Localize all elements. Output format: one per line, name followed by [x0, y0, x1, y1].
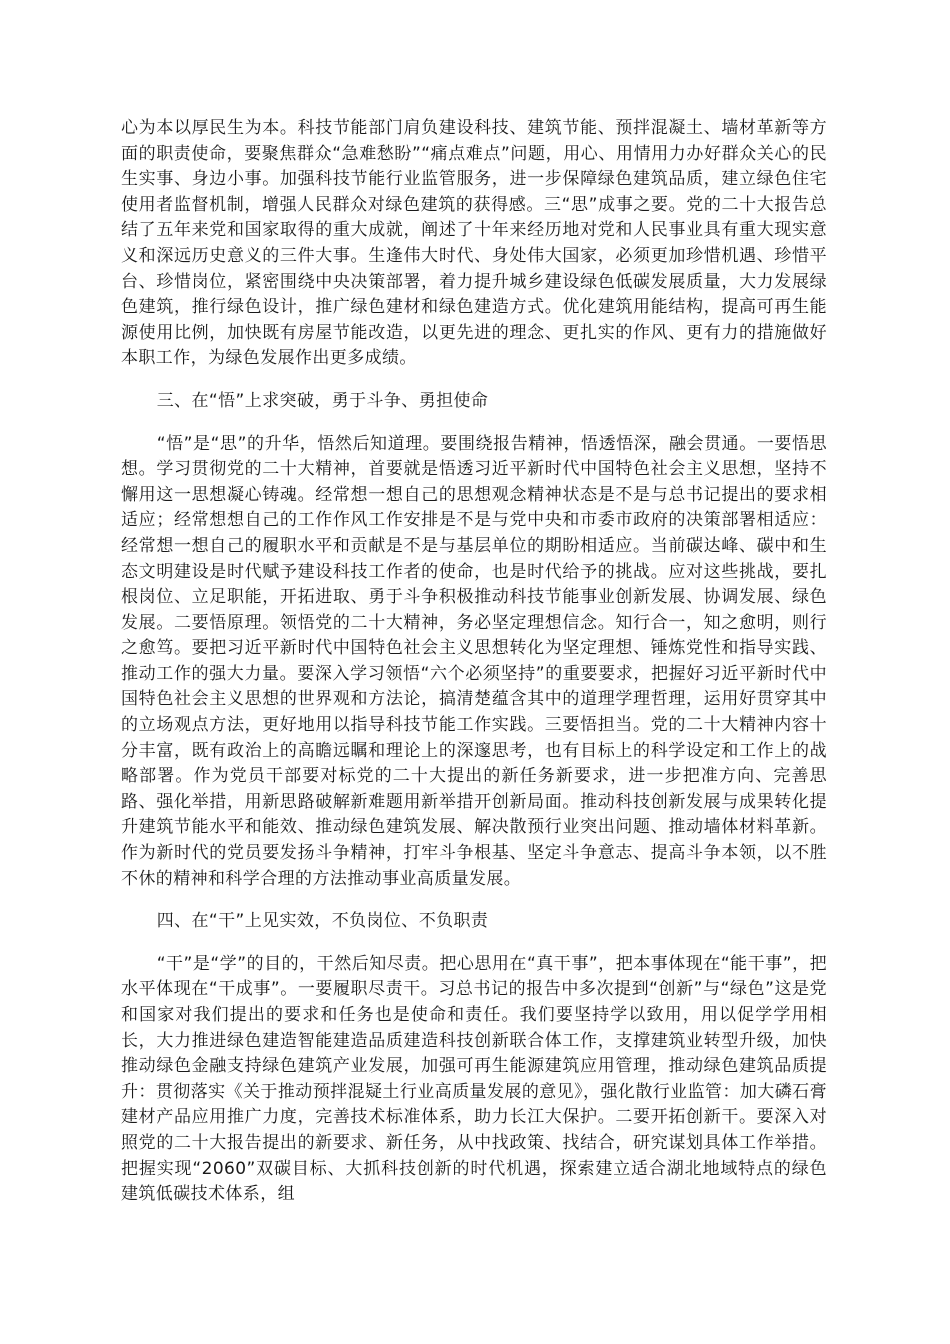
- body-paragraph-continuation: 心为本以厚民生为本。科技节能部门肩负建设科技、建筑节能、预拌混凝土、墙材革新等方面的职责使命，要聚焦群众“急难愁盼”“痛点难点”问题，用心、用情用力办好群众关心的民生实事、身边小事。加强科技节能行业监管服务，进一步保障绿色建筑品质，建立绿色住宅使用者监督机制，增强人民群众对绿色建筑的获得感。三“思”成事之要。党的二十大报告总结了五年来党和国家取得的重大成就，阐述了十年来经历地对党和人民事业具有重大现实意义和深远历史意义的三件大事。生逢伟大时代、身处伟大国家，必须更加珍惜机遇、珍惜平台、珍惜岗位，紧密围绕中央决策部署，着力提升城乡建设绿色低碳发展质量，大力发展绿色建筑，推行绿色设计，推广绿色建材和绿色建造方式。优化建筑用能结构，提高可再生能源使用比例，加快既有房屋节能改造，以更先进的理念、更扎实的作风、更有力的措施做好本职工作，为绿色发展作出更多成绩。: [121, 118, 827, 369]
- section-heading-3: 三、在“悟”上求突破，勇于斗争、勇担使命: [156, 390, 489, 411]
- section-heading-4: 四、在“干”上见实效，不负岗位、不负职责: [156, 911, 489, 932]
- body-paragraph-section-3: “悟”是“思”的升华，悟然后知道理。要围绕报告精神，悟透悟深，融会贯通。一要悟思想。学习贯彻党的二十大精神，首要就是悟透习近平新时代中国特色社会主义思想，坚持不懈用这一思想凝心铸魂。经常想一想自己的思想观念精神状态是不是与总书记提出的要求相适应；经常想想自己的工作作风工作安排是不是与党中央和市委市政府的决策部署相适应：经常想一想自己的履职水平和贡献是不是与基层单位的期盼相适应。当前碳达峰、碳中和生态文明建设是时代赋予建设科技工作者的使命，也是时代给予的挑战。应对这些挑战，要扎根岗位、立足职能，开拓进取、勇于斗争积极推动科技节能事业创新发展、协调发展、绿色发展。二要悟原理。领悟党的二十大精神，务必坚定理想信念。知行合一，知之愈明，则行之愈笃。要把习近平新时代中国特色社会主义思想转化为坚定理想、锤炼党性和指导实践、推动工作的强大力量。要深入学习领悟“六个必须坚持”的重要要求，把握好习近平新时代中国特色社会主义思想的世界观和方法论，搞清楚蕴含其中的道理学理哲理，运用好贯穿其中的立场观点方法，更好地用以指导科技节能工作实践。三要悟担当。党的二十大精神内容十分丰富，既有政治上的高瞻远瞩和理论上的深邃思考，也有目标上的科学设定和工作上的战略部署。作为党员干部要对标党的二十大提出的新任务新要求，进一步把准方向、完善思路、强化举措，用新思路破解新难题用新举措开创新局面。推动科技创新发展与成果转化提升建筑节能水平和能效、推动绿色建筑发展、解决散预行业突出问题、推动墙体材料革新。作为新时代的党员要发扬斗争精神，打牢斗争根基、坚定斗争意志、提高斗争本领，以不胜不休的精神和科学合理的方法推动事业高质量发展。: [121, 433, 827, 889]
- body-paragraph-section-4: “干”是“学”的目的，干然后知尽责。把心思用在“真干事”，把本事体现在“能干事”，把水平体现在“干成事”。一要履职尽责干。习总书记的报告中多次提到“创新”与“绿色”这是党和国家对我们提出的要求和任务也是使命和责任。我们要坚持学以致用，用以促学学用相长，大力推进绿色建造智能建造品质建造科技创新联合体工作，支撑建筑业转型升级，加快推动绿色金融支持绿色建筑产业发展，加强可再生能源建筑应用管理，推动绿色建筑品质提升：贯彻落实《关于推动预拌混疑土行业高质量发展的意见》，强化散行业监管：加大磷石膏建材产品应用推广力度，完善技术标准体系，助力长江大保护。二要开拓创新干。要深入对照党的二十大报告提出的新要求、新任务，从中找政策、找结合，研究谋划具体工作举措。把握实现“2060”双碳目标、大抓科技创新的时代机遇，探索建立适合湖北地域特点的绿色建筑低碳技术体系，组: [121, 953, 827, 1205]
- document-page: [121, 116, 827, 1208]
